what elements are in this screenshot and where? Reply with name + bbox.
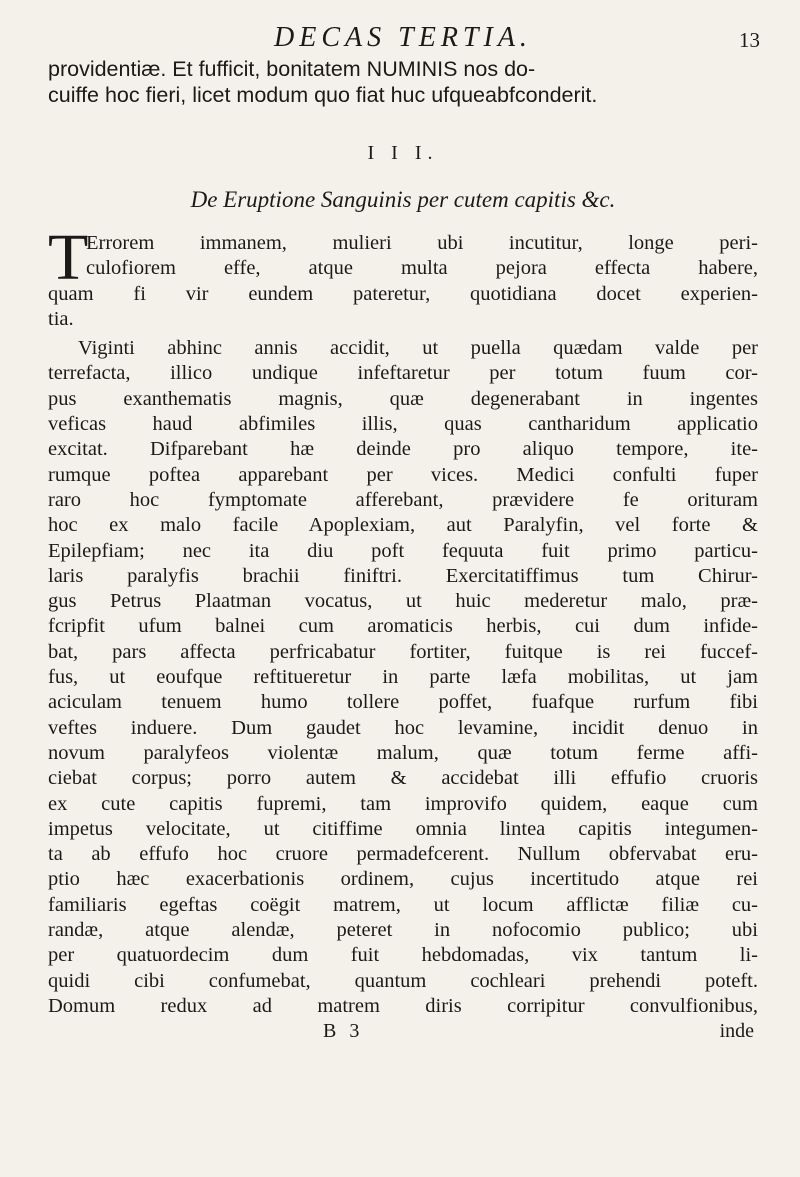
text-line: veftes induere. Dum gaudet hoc levamine, incidit denuo in xyxy=(48,716,758,739)
book-page xyxy=(48,22,758,1045)
page-number: 13 xyxy=(739,28,760,52)
text-line: Domum redux ad matrem diris corripitur convulfionibus, xyxy=(48,994,758,1017)
text-line: terrefacta, illico undique infeftaretur per totum fuum cor- xyxy=(48,362,758,385)
text-line: excitat. Difparebant hæ deinde pro aliquo tempore, ite- xyxy=(48,438,758,461)
text-line: laris paralyfis brachii finiftri. Exercitatiffimus tum Chirur- xyxy=(48,564,758,587)
text-line: Viginti abhinc annis accidit, ut puella quædam valde per xyxy=(78,337,758,360)
text-line: gus Petrus Plaatman vocatus, ut huic mederetur malo, præ- xyxy=(48,590,758,613)
text-line: novum paralyfeos violentæ malum, quæ totum ferme affi- xyxy=(48,741,758,764)
text-line: bat, pars affecta perfricabatur fortiter, fuitque is rei fuccef- xyxy=(48,640,758,663)
body-text xyxy=(48,221,758,1045)
intro-line: cuiffe hoc fieri, licet modum quo fiat huc ufqueabfconderit. xyxy=(48,83,598,107)
text-line: quam fi vir eundem pateretur, quotidiana docet experien- xyxy=(48,282,758,305)
text-line: ciebat corpus; porro autem & accidebat illi effufio cruoris xyxy=(48,767,758,790)
text-line: hoc ex malo facile Apoplexiam, aut Paralyfin, vel forte & xyxy=(48,514,758,537)
running-title: DECAS TERTIA. xyxy=(274,22,532,53)
case-paragraph xyxy=(48,336,758,1019)
text-line: Errorem immanem, mulieri ubi incutitur, longe peri- xyxy=(86,232,758,254)
catchword: inde xyxy=(719,1020,754,1043)
section-number: I I I. xyxy=(367,142,439,164)
text-line: culofiorem effe, atque multa pejora effecta habere, xyxy=(86,257,758,280)
text-line: aciculam tenuem humo tollere poffet, fuafque rurfum fibi xyxy=(48,691,758,714)
opening-paragraph xyxy=(48,221,758,332)
text-line: ptio hæc exacerbationis ordinem, cujus incertitudo atque rei xyxy=(48,868,758,891)
text-line: per quatuordecim dum fuit hebdomadas, vix tantum li- xyxy=(48,944,758,967)
text-line: ex cute capitis fupremi, tam improvifo quidem, eaque cum xyxy=(48,792,758,815)
running-head xyxy=(48,22,758,56)
text-line: familiaris egeftas coëgit matrem, ut locum afflictæ filiæ cu- xyxy=(48,893,758,916)
text-line: randæ, atque alendæ, peteret in nofocomio publico; ubi xyxy=(48,919,758,942)
section-title: De Eruptione Sanguinis per cutem capitis &c. xyxy=(190,187,616,212)
text-line: veficas haud abfimiles illis, quas cantharidum applicatio xyxy=(48,413,758,436)
text-line: quidi cibi confumebat, quantum cochleari prehendi poteft. xyxy=(48,969,758,992)
text-line: fus, ut eoufque reftitueretur in parte læfa mobilitas, ut jam xyxy=(48,666,758,689)
intro-paragraph xyxy=(48,56,758,108)
text-line: Epilepfiam; nec ita diu poft fequuta fuit primo particu- xyxy=(48,539,758,562)
text-line: fcripfit ufum balnei cum aromaticis herbis, cui dum infide- xyxy=(48,615,758,638)
text-line: impetus velocitate, ut citiffime omnia lintea capitis integumen- xyxy=(48,817,758,840)
text-line: pus exanthematis magnis, quæ degenerabant in ingentes xyxy=(48,387,758,410)
drop-cap: T xyxy=(48,221,89,294)
text-line: tia. xyxy=(48,307,74,330)
intro-line: providentiæ. Et fufficit, bonitatem NUMINIS nos do- xyxy=(48,57,536,81)
signature-mark: B 3 xyxy=(323,1020,364,1043)
text-line: rumque poftea apparebant per vices. Medici confulti fuper xyxy=(48,463,758,486)
text-line: ta ab effufo hoc cruore permadefcerent. Nullum obfervabat eru- xyxy=(48,843,758,866)
text-line: raro hoc fymptomate afferebant, prævidere fe orituram xyxy=(48,488,758,511)
page-footer xyxy=(48,1019,758,1045)
